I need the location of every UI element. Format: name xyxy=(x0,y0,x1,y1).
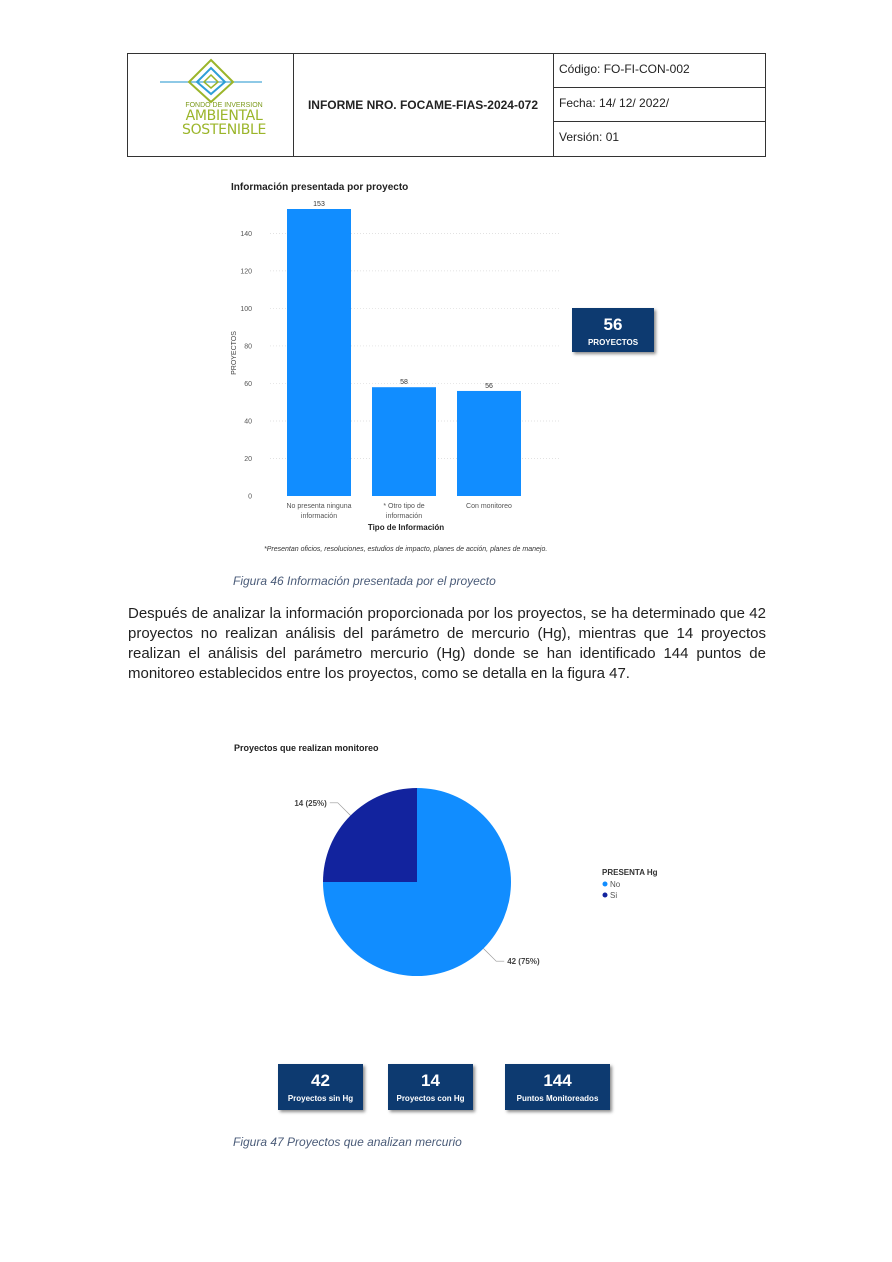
report-title: INFORME NRO. FOCAME-FIAS-2024-072 xyxy=(293,54,554,156)
doc-date: Fecha: 14/ 12/ 2022/ xyxy=(554,88,765,122)
figure47-caption: Figura 47 Proyectos que analizan mercurio xyxy=(233,1135,462,1149)
pie-chart xyxy=(225,735,675,995)
x-tick-label: información xyxy=(300,513,338,520)
logo-small-text: FONDO DE INVERSION xyxy=(185,102,263,109)
doc-version: Versión: 01 xyxy=(559,130,620,144)
slice-label: 42 (75%) xyxy=(507,957,540,967)
y-tick-label: 140 xyxy=(240,230,252,238)
x-tick-label: * Otro tipo de xyxy=(383,503,425,510)
chart-title: Información presentada por proyecto xyxy=(231,182,409,193)
legend-marker xyxy=(603,882,608,887)
data-label: 58 xyxy=(400,379,408,387)
slice-label: 14 (25%) xyxy=(294,798,327,808)
x-tick-label: información xyxy=(385,513,423,520)
header-meta xyxy=(554,54,765,156)
bar xyxy=(372,387,436,496)
kpi-card-value: 144 xyxy=(543,1071,572,1090)
bar-chart xyxy=(220,175,580,535)
legend-title: PRESENTA Hg xyxy=(602,868,658,877)
kpi-card-label: PROYECTOS xyxy=(587,338,639,347)
kpi-card-projects xyxy=(572,308,654,352)
kpi-card-value: 56 xyxy=(603,315,623,334)
y-tick-label: 40 xyxy=(244,418,252,426)
x-axis-label: Tipo de Información xyxy=(367,523,445,532)
pie-slice xyxy=(323,788,417,882)
logo-line-2: SOSTENIBLE xyxy=(182,122,267,138)
legend-label: No xyxy=(610,880,621,889)
logo-emblem-icon xyxy=(158,58,264,104)
data-label: 153 xyxy=(313,201,325,208)
kpi-card-con-hg xyxy=(388,1064,473,1110)
doc-code: Código: FO-FI-CON-002 xyxy=(554,54,765,88)
y-tick-label: 120 xyxy=(240,268,252,276)
x-tick-label: Con monitoreo xyxy=(466,503,512,510)
kpi-card-label: Proyectos sin Hg xyxy=(287,1094,354,1103)
y-tick-label: 80 xyxy=(244,343,252,351)
y-tick-label: 20 xyxy=(244,455,252,463)
bar xyxy=(287,209,351,496)
legend-marker xyxy=(603,893,608,898)
y-tick-label: 100 xyxy=(240,305,252,313)
body-paragraph: Después de analizar la información proporcionada por los proyectos, se ha determinado que 42 proyectos no realizan análisis del parámetro de mercurio (Hg), mientras que 14 proyectos realizan el análisis del parámetro mercurio (Hg) donde se han identificado 144 puntos de monitoreo establecidos entre los proyectos, como se detalla en la figura 47. xyxy=(128,605,766,682)
logo-line-1: AMBIENTAL xyxy=(185,108,263,124)
chart-title: Proyectos que realizan monitoreo xyxy=(234,743,379,753)
figure46-footnote: *Presentan oficios, resoluciones, estudios de impacto, planes de acción, planes de manejo. xyxy=(264,546,548,553)
legend-label: Si xyxy=(610,891,618,900)
kpi-card-puntos xyxy=(505,1064,610,1110)
kpi-card-value: 14 xyxy=(421,1071,440,1090)
leader-line xyxy=(483,948,504,961)
kpi-card-label: Proyectos con Hg xyxy=(396,1094,465,1103)
document-header xyxy=(127,53,766,157)
x-tick-label: No presenta ninguna xyxy=(286,503,352,510)
leader-line xyxy=(330,803,351,816)
logo-cell xyxy=(128,54,294,156)
logo-text xyxy=(182,102,266,137)
y-tick-label: 0 xyxy=(248,493,252,501)
kpi-card-value: 42 xyxy=(311,1071,330,1090)
data-label: 56 xyxy=(485,382,493,390)
figure46-caption: Figura 46 Información presentada por el proyecto xyxy=(233,574,496,588)
y-tick-label: 60 xyxy=(244,380,252,388)
y-axis-label: PROYECTOS xyxy=(231,331,238,375)
bar xyxy=(457,391,521,496)
kpi-card-label: Puntos Monitoreados xyxy=(516,1094,599,1103)
kpi-card-sin-hg xyxy=(278,1064,363,1110)
